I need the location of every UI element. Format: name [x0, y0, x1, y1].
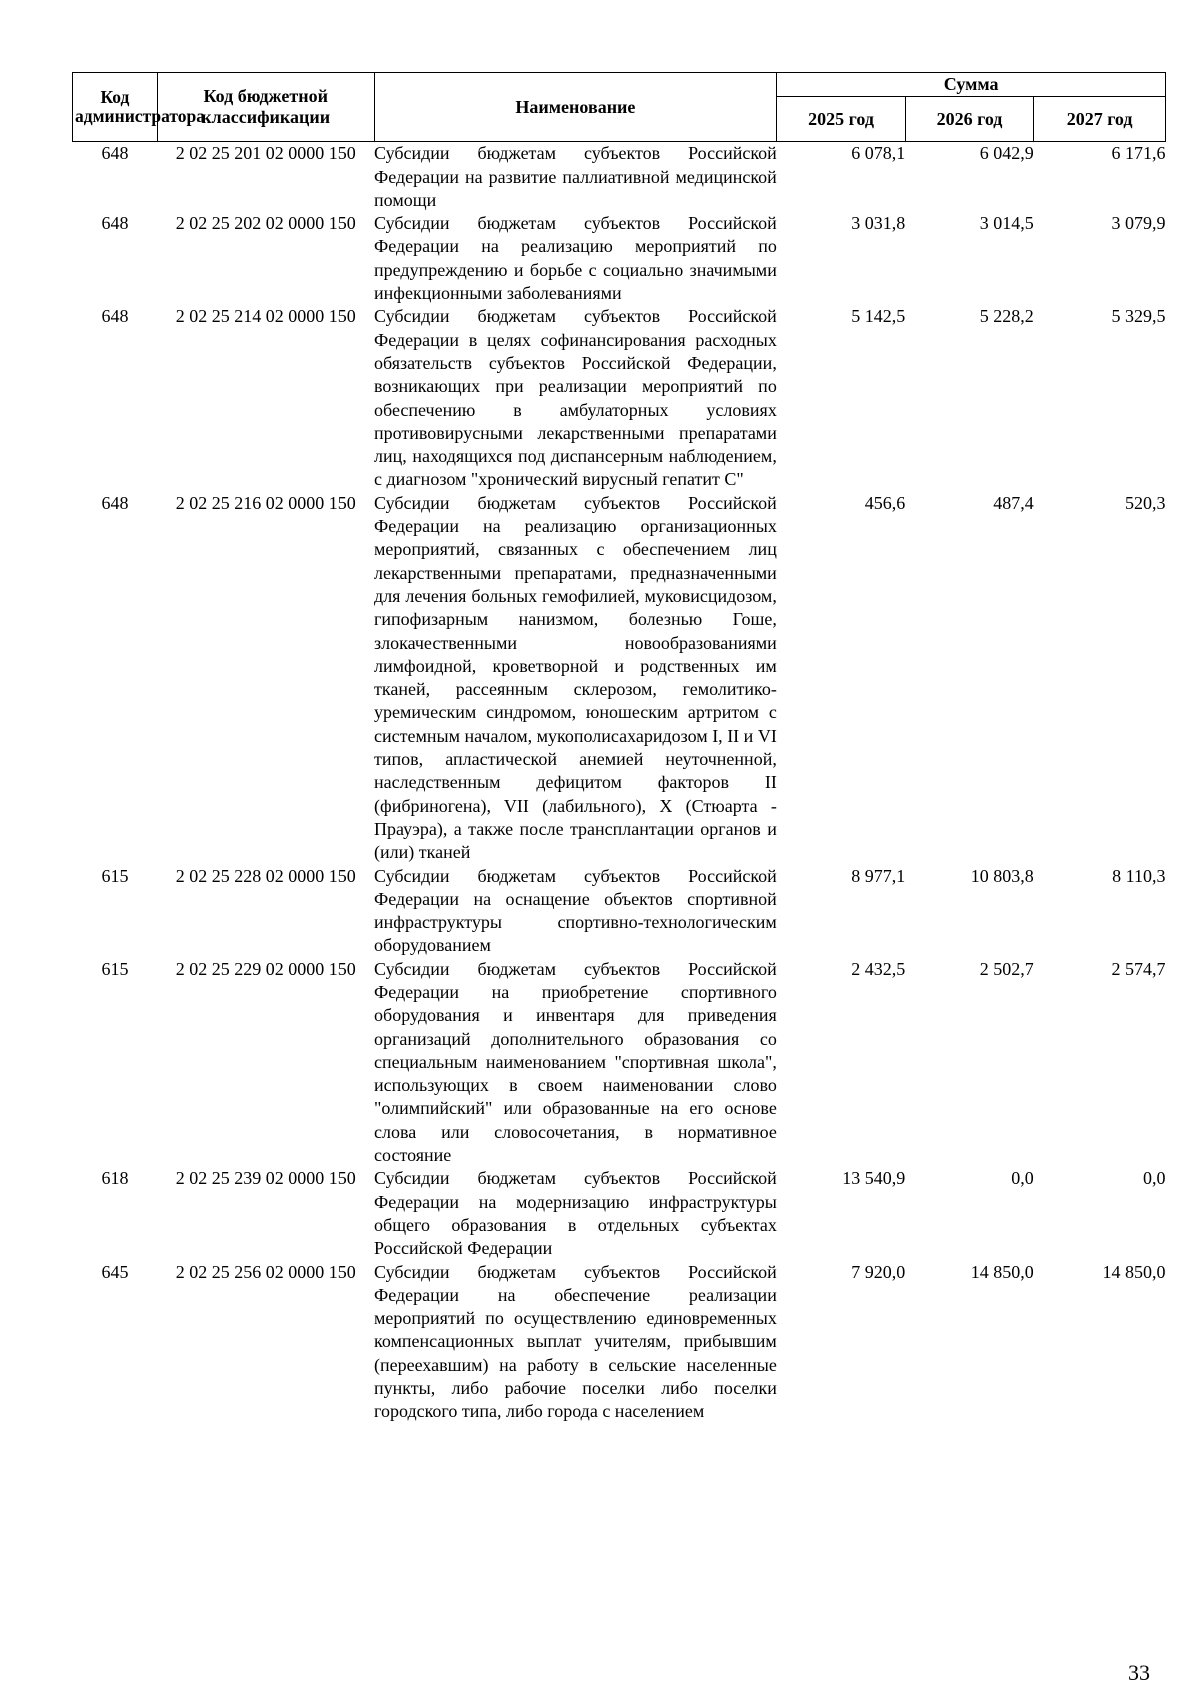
- name-cell: Субсидии бюджетам субъектов Российской Федерации на обеспечение реализации мероприятий по осуществлению единовременных компенсационных выплат учителям, прибывшим (переехавшим) на работу в сельские населенные пункты, либо рабочие поселки либо поселки городского типа, либо города с населением: [374, 1261, 777, 1422]
- name-cell: Субсидии бюджетам субъектов Российской Федерации на оснащение объектов спортивной инфраструктуры спортивно-технологическим оборудованием: [374, 865, 777, 956]
- revenue-table: [72, 72, 1166, 1424]
- budget-code-cell: 2 02 25 239 02 0000 150: [175, 1168, 356, 1189]
- sum-2026-cell: 2 502,7: [979, 958, 1034, 979]
- table-header: [73, 73, 1166, 142]
- header-year-2026: 2026 год: [905, 97, 1033, 142]
- admin-code-cell: 648: [101, 492, 129, 513]
- budget-code-cell: 2 02 25 229 02 0000 150: [175, 958, 356, 979]
- admin-code-cell: 648: [101, 143, 129, 164]
- table-row: [73, 492, 1166, 865]
- table-row: [73, 865, 1166, 958]
- admin-code-cell: 645: [101, 1261, 129, 1282]
- header-admin-code: Код администратора: [73, 73, 158, 142]
- name-cell: Субсидии бюджетам субъектов Российской Федерации на модернизацию инфраструктуры общего образования в отдельных субъектах Российской Федерации: [374, 1168, 777, 1259]
- admin-code-cell: 618: [101, 1168, 129, 1189]
- name-cell: Субсидии бюджетам субъектов Российской Федерации на реализацию организационных мероприятий, связанных с обеспечением лиц лекарственными препаратами, предназначенными для лечения больных гемофилией, муковисцидозом, гипофизарным нанизмом, болезнью Гоше, злокачественными новообразованиями лимфоидной, кроветворной и родственных им тканей, рассеянным склерозом, гемолитико-уремическим синдромом, юношеским артритом с системным началом, мукополисахаридозом I, II и VI типов, апластической анемией неуточненной, наследственным дефицитом факторов II (фибриногена), VII (лабильного), X (Стюарта - Прауэра), а также после трансплантации органов и (или) тканей: [374, 492, 777, 863]
- budget-code-cell: 2 02 25 202 02 0000 150: [175, 213, 356, 234]
- admin-code-cell: 615: [101, 958, 129, 979]
- sum-2025-cell: 6 078,1: [851, 143, 906, 164]
- name-cell: Субсидии бюджетам субъектов Российской Федерации на приобретение спортивного оборудования и инвентаря для приведения организаций дополнительного образования со специальным наименованием "спортивная школа", использующих в своем наименовании слово "олимпийский" или образованные на его основе слова или словосочетания, в нормативное состояние: [374, 958, 777, 1166]
- sum-2027-cell: 14 850,0: [1102, 1261, 1166, 1282]
- name-cell: Субсидии бюджетам субъектов Российской Федерации на реализацию мероприятий по предупреждению и борьбе с социально значимыми инфекционными заболеваниями: [374, 213, 777, 304]
- sum-2027-cell: 5 329,5: [1111, 306, 1166, 327]
- table-row: [73, 142, 1166, 212]
- sum-2027-cell: 520,3: [1125, 492, 1166, 513]
- name-cell: Субсидии бюджетам субъектов Российской Федерации в целях софинансирования расходных обязательств субъектов Российской Федерации, возникающих при реализации мероприятий по обеспечению в амбулаторных условиях противовирусными лекарственными препаратами лиц, находящихся под диспансерным наблюдением, с диагнозом "хронический вирусный гепатит С": [374, 306, 777, 490]
- sum-2025-cell: 13 540,9: [842, 1168, 906, 1189]
- budget-code-cell: 2 02 25 201 02 0000 150: [175, 143, 356, 164]
- sum-2027-cell: 8 110,3: [1112, 865, 1166, 886]
- table-row: [73, 1261, 1166, 1424]
- header-year-2025: 2025 год: [777, 97, 905, 142]
- budget-code-cell: 2 02 25 216 02 0000 150: [175, 492, 356, 513]
- sum-2025-cell: 7 920,0: [851, 1261, 906, 1282]
- table-row: [73, 958, 1166, 1168]
- name-cell: Субсидии бюджетам субъектов Российской Федерации на развитие паллиативной медицинской помощи: [374, 143, 777, 210]
- budget-code-cell: 2 02 25 228 02 0000 150: [175, 865, 356, 886]
- sum-2026-cell: 487,4: [993, 492, 1034, 513]
- sum-2026-cell: 5 228,2: [979, 306, 1034, 327]
- table-row: [73, 305, 1166, 491]
- table-body: [73, 142, 1166, 1424]
- page-number: 33: [1128, 1660, 1150, 1685]
- header-budget-code: Код бюджетной классификации: [157, 73, 374, 142]
- sum-2025-cell: 2 432,5: [851, 958, 906, 979]
- sum-2025-cell: 5 142,5: [851, 306, 906, 327]
- sum-2025-cell: 456,6: [864, 492, 906, 513]
- admin-code-cell: 648: [101, 306, 129, 327]
- sum-2027-cell: 6 171,6: [1111, 143, 1166, 164]
- sum-2027-cell: 3 079,9: [1111, 213, 1166, 234]
- sum-2026-cell: 10 803,8: [970, 865, 1034, 886]
- header-sum: Сумма: [777, 73, 1166, 97]
- sum-2026-cell: 6 042,9: [979, 143, 1034, 164]
- table-row: [73, 1167, 1166, 1260]
- sum-2026-cell: 14 850,0: [970, 1261, 1034, 1282]
- header-year-2027: 2027 год: [1034, 97, 1166, 142]
- header-name: Наименование: [374, 73, 777, 142]
- table-row: [73, 212, 1166, 305]
- admin-code-cell: 615: [101, 865, 129, 886]
- budget-code-cell: 2 02 25 214 02 0000 150: [175, 306, 356, 327]
- sum-2025-cell: 3 031,8: [851, 213, 906, 234]
- sum-2027-cell: 2 574,7: [1111, 958, 1166, 979]
- sum-2025-cell: 8 977,1: [851, 865, 906, 886]
- admin-code-cell: 648: [101, 213, 129, 234]
- sum-2027-cell: 0,0: [1143, 1168, 1166, 1189]
- sum-2026-cell: 3 014,5: [979, 213, 1034, 234]
- sum-2026-cell: 0,0: [1011, 1168, 1034, 1189]
- budget-code-cell: 2 02 25 256 02 0000 150: [175, 1261, 356, 1282]
